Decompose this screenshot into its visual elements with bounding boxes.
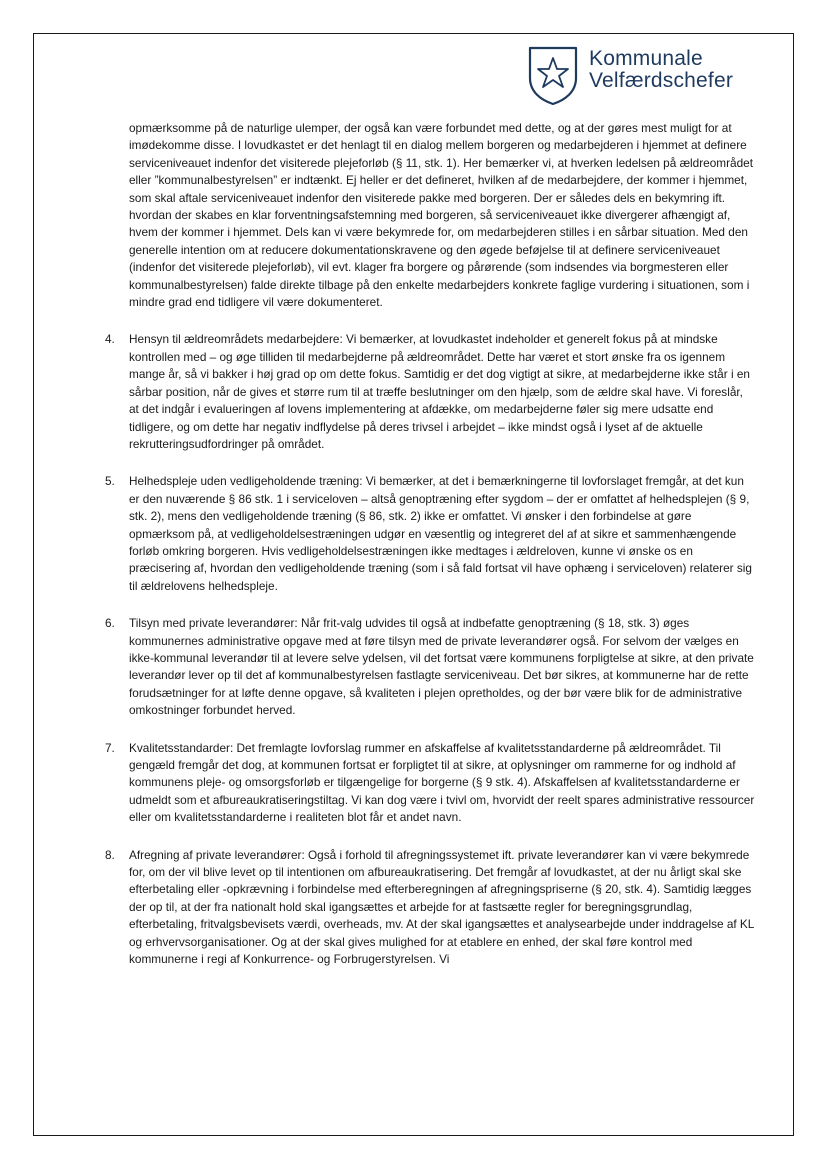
document-body bbox=[105, 120, 755, 968]
list-item-number: 7. bbox=[105, 740, 115, 755]
list-item-number: 5. bbox=[105, 474, 115, 489]
list-item bbox=[105, 331, 755, 453]
list-item-text: Afregning af private leverandører: Også i forhold til afregningssystemet ift. private leverandører kan vi være bekymrede for, om der vil blive levet op til intentionen om afbureaukratisering. Det fremgår af lovudkastet, at der nu årligt skal ske efterbetaling eller -opkrævning i forbindelse med efterberegningen af afregningspriserne (§ 20, stk. 4). Samtidig lægges der op til, at der fra nationalt hold skal igangsættes et arbejde for at fastsætte regler for beregningsgrundlag, efterbetaling, fritvalgsbevisets værdi, overheads, mv. At der skal igangsættes et analysearbejde under inddragelse af KL og erhvervsorganisationer. Og at der skal gives mulighed for at etablere en enhed, der skal føre kontrol med kommunerne i regi af Konkurrence- og Forbrugerstyrelsen. Vi bbox=[129, 847, 754, 967]
list-item-number: 6. bbox=[105, 616, 115, 631]
list-item-number: 8. bbox=[105, 847, 115, 862]
logo-line-1: Kommunale bbox=[589, 47, 703, 70]
intro-paragraph: opmærksomme på de naturlige ulemper, der også kan være forbundet med dette, og at der gøres mest muligt for at imødekomme disse. I lovudkastet er det henlagt til en dialog mellem borgeren og medarbejderen i hjemmet at definere serviceniveauet indenfor det visiterede plejeforløb (§ 11, stk. 1). Her bemærker vi, at hverken ledelsen på ældreområdet eller ”kommunalbestyrelsen” er indtænkt. Ej heller er det defineret, hvilken af de medarbejdere, der kommer i hjemmet, som skal aftale serviceniveauet indenfor den visiterede pakke med borgeren. Der er således dels en bekymring ift. hvordan der skabes en klar forventningsafstemning med borgeren, så serviceniveauet ikke divergerer afhængigt af, hvem der kommer i hjemmet. Dels kan vi være bekymrede for, om medarbejderen stilles i en sårbar situation. Med den generelle intention om at reducere dokumentationskravene og den øgede beføjelse til at definere serviceniveauet (indenfor det visiterede plejeforløb), vil evt. klager fra borgere og pårørende (som indsendes via borgmesteren eller kommunalbestyrelsen) falde direkte tilbage på den enkelte medarbejders konkrete faglige vurdering i situationen, som i mindre grad end tidligere vil være dokumenteret. bbox=[129, 121, 754, 310]
list-item-text: Hensyn til ældreområdets medarbejdere: Vi bemærker, at lovudkastet indeholder et generelt fokus på at mindske kontrollen med – og øge tilliden til medarbejderne på ældreområdet. Dette har været et stort ønske fra os igennem mange år, så vi bakker i høj grad op om dette fokus. Samtidig er det dog vigtigt at sikre, at medarbejderne ikke står i en sårbar position, når de gives et større rum til at træffe beslutninger om den hjælp, som de ældre skal have. Vi foreslår, at det indgår i evalueringen af lovens implementering at afdække, om medarbejderne føler sig mere udsatte end tidligere, og om dette har negativ indflydelse på deres trivsel i arbejdet – ikke mindst også i lyset af de aktuelle rekrutteringsudfordringer på området. bbox=[129, 332, 750, 451]
list-item-text: Helhedspleje uden vedligeholdende træning: Vi bemærker, at det i bemærkningerne til lovforslaget fremgår, at det kun er den nuværende § 86 stk. 1 i serviceloven – altså genoptræning efter sygdom – der er omfattet af helhedsplejen (§ 9, stk. 2), mens den vedligeholdende træning (§ 86, stk. 2) ikke er omfattet. Vi ønsker i den forbindelse at gøre opmærksom på, at vedligeholdelsestræningen udgør en væsentlig og integreret del af at sikre et sammenhængende forløb omkring borgeren. Hvis vedligeholdelsestræningen ikke medtages i ældreloven, kunne vi ønske os en præcisering af, hvordan den vedligeholdende træning (som i så fald fortsat vil have ophæng i serviceloven) relaterer sig til ældrelovens helhedspleje. bbox=[129, 474, 752, 593]
list-item bbox=[105, 615, 755, 719]
logo-line-2: Velfærdschefer bbox=[589, 69, 734, 92]
list-item bbox=[105, 473, 755, 595]
list-item-text: Tilsyn med private leverandører: Når frit-valg udvides til også at indbefatte genoptræning (§ 18, stk. 3) øges kommunernes administrative opgave med at føre tilsyn med de private leverandører også. For selvom der vælges en ikke-kommunal leverandør til at levere selve ydelsen, vil det fortsat være kommunens forpligtelse at sikre, at den private leverandør lever op til det af kommunalbestyrelsen fastlagte serviceniveau. Det bør sikres, at kommunerne har de rette forudsætninger for at løfte denne opgave, så kvaliteten i plejen opretholdes, og der bør være blik for de administrative omkostninger forbundet herved. bbox=[129, 616, 754, 718]
list-item bbox=[105, 740, 755, 827]
star-outline-shield-icon bbox=[527, 44, 579, 106]
logo bbox=[527, 44, 757, 106]
list-item-text: Kvalitetsstandarder: Det fremlagte lovforslag rummer en afskaffelse af kvalitetsstandarderne på ældreområdet. Til gengæld fremgår det dog, at kommunen fortsat er forpligtet til at sikre, at oplysninger om rammerne for og indhold af kommunens pleje- og omsorgsforløb er tilgængelige for borgerne (§ 9 stk. 4). Afskaffelsen af kvalitetsstandarderne er udmeldt som et afbureaukratiseringstiltag. Vi kan dog være i tvivl om, hvorvidt der reelt spares administrative ressourcer eller om kvalitetsstandarderne i realiteten blot får et andet navn. bbox=[129, 740, 755, 825]
list-item bbox=[105, 847, 755, 969]
list-item-number: 4. bbox=[105, 332, 115, 347]
